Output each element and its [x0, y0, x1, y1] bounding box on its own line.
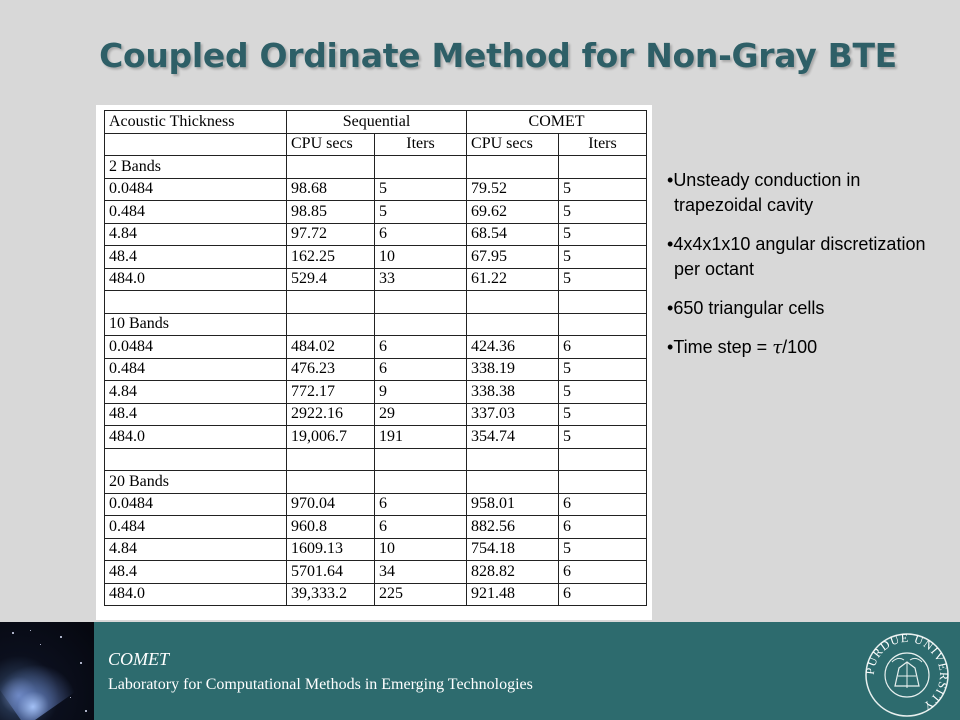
comet-iters-cell: 5: [559, 358, 647, 381]
comet-cpu-cell: 338.19: [467, 358, 559, 381]
comet-cpu-cell: 921.48: [467, 583, 559, 606]
seq-cpu-cell: 529.4: [287, 268, 375, 291]
seq-cpu-cell: 162.25: [287, 246, 375, 269]
table-row: [105, 493, 647, 516]
comet-iters-cell: 5: [559, 426, 647, 449]
program-name: COMET: [108, 649, 170, 669]
seq-iters-cell: 5: [375, 178, 467, 201]
table-cell-empty: [467, 291, 559, 314]
table-row: [105, 223, 647, 246]
seq-cpu-cell: 2922.16: [287, 403, 375, 426]
col-header-comet: COMET: [467, 111, 647, 134]
table-spacer-row: [105, 291, 647, 314]
table-cell-empty: [467, 471, 559, 494]
table-spacer-row: [105, 448, 647, 471]
table-row: [105, 426, 647, 449]
seq-cpu-cell: 39,333.2: [287, 583, 375, 606]
table-cell-empty: [375, 471, 467, 494]
acoustic-thickness-cell: 48.4: [105, 561, 287, 584]
seq-cpu-cell: 476.23: [287, 358, 375, 381]
group-label: 10 Bands: [105, 313, 287, 336]
acoustic-thickness-cell: 4.84: [105, 223, 287, 246]
tau-symbol: τ: [772, 337, 783, 358]
table-cell-empty: [287, 156, 375, 179]
table-cell-empty: [467, 448, 559, 471]
table-cell-empty: [287, 313, 375, 336]
acoustic-thickness-cell: 0.484: [105, 516, 287, 539]
bullet-item: •4x4x1x10 angular discretization per octant: [667, 234, 926, 279]
comet-cpu-cell: 958.01: [467, 493, 559, 516]
comet-iters-cell: 6: [559, 516, 647, 539]
seq-cpu-cell: 960.8: [287, 516, 375, 539]
seq-iters-cell: 6: [375, 358, 467, 381]
comet-image: [0, 622, 94, 720]
bullet-text: 650 triangular cells: [673, 298, 825, 318]
acoustic-thickness-cell: 48.4: [105, 403, 287, 426]
col-header-seq-cpu: CPU secs: [287, 133, 375, 156]
seq-cpu-cell: 98.68: [287, 178, 375, 201]
bullet-text: /100: [782, 337, 818, 357]
table-cell-empty: [287, 471, 375, 494]
comet-cpu-cell: 828.82: [467, 561, 559, 584]
table-cell-empty: [375, 156, 467, 179]
table-subheader-row: [105, 133, 647, 156]
seq-iters-cell: 9: [375, 381, 467, 404]
comet-cpu-cell: 424.36: [467, 336, 559, 359]
table-row: [105, 561, 647, 584]
table-row: [105, 583, 647, 606]
comet-iters-cell: 5: [559, 246, 647, 269]
table-cell-empty: [375, 313, 467, 336]
bullet-item: •Unsteady conduction in trapezoidal cavity: [667, 170, 861, 215]
acoustic-thickness-cell: 484.0: [105, 426, 287, 449]
table-row: [105, 246, 647, 269]
col-header-sequential: Sequential: [287, 111, 467, 134]
acoustic-thickness-cell: 484.0: [105, 268, 287, 291]
comet-iters-cell: 5: [559, 538, 647, 561]
col-header-acoustic-thickness: Acoustic Thickness: [105, 111, 287, 134]
footer-bar: [0, 622, 960, 720]
seq-iters-cell: 225: [375, 583, 467, 606]
comet-iters-cell: 6: [559, 493, 647, 516]
table-cell-empty: [105, 291, 287, 314]
table-cell-empty: [375, 291, 467, 314]
acoustic-thickness-cell: 48.4: [105, 246, 287, 269]
seq-iters-cell: 6: [375, 336, 467, 359]
table-cell-empty: [105, 448, 287, 471]
table-header-row: [105, 111, 647, 134]
bullet-text: 4x4x1x10 angular discretization per octant: [673, 234, 926, 279]
bullet-list: [666, 168, 926, 374]
comet-cpu-cell: 337.03: [467, 403, 559, 426]
col-header-seq-iters: Iters: [375, 133, 467, 156]
table-cell-empty: [105, 133, 287, 156]
acoustic-thickness-cell: 0.484: [105, 201, 287, 224]
seq-iters-cell: 191: [375, 426, 467, 449]
seq-cpu-cell: 1609.13: [287, 538, 375, 561]
col-header-comet-cpu: CPU secs: [467, 133, 559, 156]
seq-cpu-cell: 5701.64: [287, 561, 375, 584]
acoustic-thickness-cell: 0.484: [105, 358, 287, 381]
acoustic-thickness-cell: 0.0484: [105, 336, 287, 359]
purdue-seal-icon: [862, 630, 952, 720]
seq-iters-cell: 6: [375, 516, 467, 539]
seq-iters-cell: 34: [375, 561, 467, 584]
table-row: [105, 403, 647, 426]
table-cell-empty: [559, 313, 647, 336]
table-cell-empty: [559, 156, 647, 179]
comet-cpu-cell: 754.18: [467, 538, 559, 561]
table-row: [105, 268, 647, 291]
table-group-row: [105, 471, 647, 494]
table-cell-empty: [287, 448, 375, 471]
table-row: [105, 178, 647, 201]
table-cell-empty: [467, 156, 559, 179]
comet-cpu-cell: 882.56: [467, 516, 559, 539]
comet-cpu-cell: 338.38: [467, 381, 559, 404]
table-row: [105, 358, 647, 381]
comet-iters-cell: 5: [559, 201, 647, 224]
comet-cpu-cell: 61.22: [467, 268, 559, 291]
col-header-comet-iters: Iters: [559, 133, 647, 156]
table-cell-empty: [559, 471, 647, 494]
seq-iters-cell: 10: [375, 538, 467, 561]
comet-iters-cell: 5: [559, 178, 647, 201]
comet-cpu-cell: 67.95: [467, 246, 559, 269]
comet-cpu-cell: 79.52: [467, 178, 559, 201]
results-table-body: [105, 111, 647, 606]
seq-cpu-cell: 97.72: [287, 223, 375, 246]
table-cell-empty: [559, 448, 647, 471]
comet-iters-cell: 5: [559, 381, 647, 404]
seq-cpu-cell: 772.17: [287, 381, 375, 404]
table-cell-empty: [559, 291, 647, 314]
comet-iters-cell: 6: [559, 583, 647, 606]
table-cell-empty: [467, 313, 559, 336]
lab-name: Laboratory for Computational Methods in Emerging Technologies: [108, 676, 533, 693]
comet-iters-cell: 6: [559, 561, 647, 584]
slide-title: Coupled Ordinate Method for Non-Gray BTE: [99, 36, 897, 75]
bullet-item: •650 triangular cells: [667, 298, 825, 318]
table-row: [105, 516, 647, 539]
seq-cpu-cell: 970.04: [287, 493, 375, 516]
acoustic-thickness-cell: 4.84: [105, 538, 287, 561]
bullet-text: Unsteady conduction in trapezoidal cavity: [673, 170, 861, 215]
acoustic-thickness-cell: 484.0: [105, 583, 287, 606]
acoustic-thickness-cell: 0.0484: [105, 178, 287, 201]
seq-cpu-cell: 19,006.7: [287, 426, 375, 449]
table-group-row: [105, 156, 647, 179]
acoustic-thickness-cell: 0.0484: [105, 493, 287, 516]
comet-cpu-cell: 68.54: [467, 223, 559, 246]
comet-iters-cell: 6: [559, 336, 647, 359]
group-label: 2 Bands: [105, 156, 287, 179]
comet-cpu-cell: 69.62: [467, 201, 559, 224]
table-row: [105, 381, 647, 404]
comet-iters-cell: 5: [559, 223, 647, 246]
results-table-panel: [96, 105, 652, 620]
seq-iters-cell: 6: [375, 223, 467, 246]
group-label: 20 Bands: [105, 471, 287, 494]
seq-iters-cell: 6: [375, 493, 467, 516]
seq-iters-cell: 10: [375, 246, 467, 269]
bullet-item: •Time step = τ/100: [667, 337, 818, 358]
seal-lettering: PURDUE UNIVERSITY: [862, 630, 952, 714]
acoustic-thickness-cell: 4.84: [105, 381, 287, 404]
table-row: [105, 538, 647, 561]
seq-iters-cell: 29: [375, 403, 467, 426]
seq-cpu-cell: 98.85: [287, 201, 375, 224]
table-cell-empty: [287, 291, 375, 314]
seq-cpu-cell: 484.02: [287, 336, 375, 359]
results-table: [104, 110, 647, 606]
seq-iters-cell: 5: [375, 201, 467, 224]
table-cell-empty: [375, 448, 467, 471]
table-row: [105, 201, 647, 224]
table-group-row: [105, 313, 647, 336]
comet-iters-cell: 5: [559, 268, 647, 291]
bullet-text: Time step =: [673, 337, 773, 357]
table-row: [105, 336, 647, 359]
comet-cpu-cell: 354.74: [467, 426, 559, 449]
seq-iters-cell: 33: [375, 268, 467, 291]
comet-iters-cell: 5: [559, 403, 647, 426]
